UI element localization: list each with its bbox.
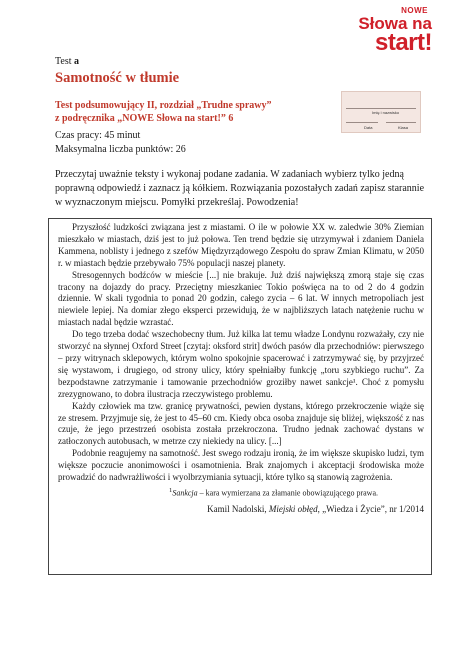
article-paragraph: Przyszłość ludzkości związana jest z miastami. O ile w połowie XX w. zaledwie 30% Ziemian mieszkało w miastach, dziś jest to już połowa. Ten trend będzie się utrzymywał i zdaniem Daniela Kammena, noblisty i jednego z szefów Międzyrządowego Zespołu do spraw Zmian Klimatu, w 2050 r. w miastach będzie przebywało 75% populacji naszej planety. [58, 222, 424, 268]
name-line[interactable] [346, 108, 416, 109]
date-label: Data [364, 125, 373, 130]
time-limit: Czas pracy: 45 minut [55, 130, 141, 141]
instructions: Przeczytaj uważnie teksty i wykonaj podane zadania. W zadaniach wybierz tylko jedną poprawną odpowiedź i zaznacz ją kółkiem. Rozwiązania pozostałych zadań zapisz starannie w wyznaczonym miejscu. Pomyłki przekreślaj. Powodzenia! [55, 169, 425, 208]
footnote-mark: 1 [168, 486, 173, 494]
article-paragraph: Do tego trzeba dodać wszechobecny tłum. Już kilka lat temu władze Londynu rozważały, czy nie stworzyć na słynnej Oxford Street [czytaj: oksford strit] dwóch pasów dla przechodniów: pierwszego – przy witrynach sklepowych, którym wolno spokojnie spacerować i zatrzymywać się, by przyjrzeć się wystawom, i drugiego, od strony ulicy, który spełniałby funkcję „toru szybkiego ruchu”. Za bezpodstawne zatrzymanie i tamowanie przechodniów groziłby nawet sankcje¹. Choć z pomysłu zrezygnowano, to dobra ilustracja rzeczywistego problemu. [58, 329, 424, 399]
test-letter: a [74, 56, 80, 67]
logo-line2: start! [374, 29, 432, 56]
article-paragraph: Każdy człowiek ma tzw. granicę prywatności, pewien dystans, którego przekroczenie wiąże się ze stresem. Przyjmuje się, że jest to 45–60 cm. Kiedy obca osoba znajduje się bliżej, większość z nas czuje, że jego przestrzeń osobista została przekroczona. Trudno jednak zachować dystans w zatłoczonych autobusach, w metrze czy niekiedy na ulicy. [...] [58, 400, 424, 447]
article-source [58, 503, 424, 515]
source-author: Kamil Nadolski, [207, 503, 269, 514]
source-rest: , „Wiedza i Życie”, nr 1/2014 [317, 503, 424, 514]
source-title: Miejski obłęd [268, 503, 318, 514]
article-paragraph: Stresogennych bodźców w mieście [...] nie brakuje. Już dziś największą zmorą staje się czas tracony na dojazdy do pracy. Przeciętny mieszkaniec Tokio poświęca na to od 2 do 4 godzin dziennie. W skali tygodnia to ponad 20 godzin, całego zycia – 6 lat. W innych metropoliach jest niewiele lepiej. Na domiar złego eksperci przewidują, że w najbliższych latach natężenie ruchu w miastach nadal będzie wzrastać. [58, 269, 424, 328]
publisher-logo [340, 6, 432, 54]
subtitle-line2: z podręcznika „NOWE Słowa na start!” 6 [55, 113, 234, 124]
subtitle [55, 99, 272, 125]
subtitle-line1: Test podsumowujący II, rozdział „Trudne sprawy” [55, 100, 272, 111]
article-box [48, 218, 432, 575]
logo-line1: Słowa na [358, 14, 432, 33]
article-paragraph: Podobnie reagujemy na samotność. Jest swego rodzaju ironią, że im większe skupisko ludzi, tym większe poczucie anonimowości i osamotnienia. Brak znajomych i akceptacji środowiska może prowadzić do nadwrażliwości i wyolbrzymiania sytuacji, które tylko są stanowią zagrożenia. [58, 448, 424, 483]
max-points: Maksymalna liczba punktów: 26 [55, 144, 186, 155]
date-line[interactable] [346, 122, 378, 123]
footnote [58, 485, 424, 499]
footnote-text: – kara wymierzana za złamanie obowiązującego prawa. [197, 488, 378, 498]
logo-badge: NOWE [401, 6, 428, 15]
page-title: Samotność w tłumie [55, 70, 180, 86]
test-meta [55, 129, 186, 157]
test-word: Test [55, 56, 72, 67]
class-label: Klasa [398, 125, 409, 130]
class-line[interactable] [386, 122, 416, 123]
name-label: Imię i nazwisko [372, 110, 400, 115]
student-info-box [341, 91, 421, 133]
test-label [55, 56, 79, 67]
footnote-term: Sankcja [172, 488, 198, 498]
